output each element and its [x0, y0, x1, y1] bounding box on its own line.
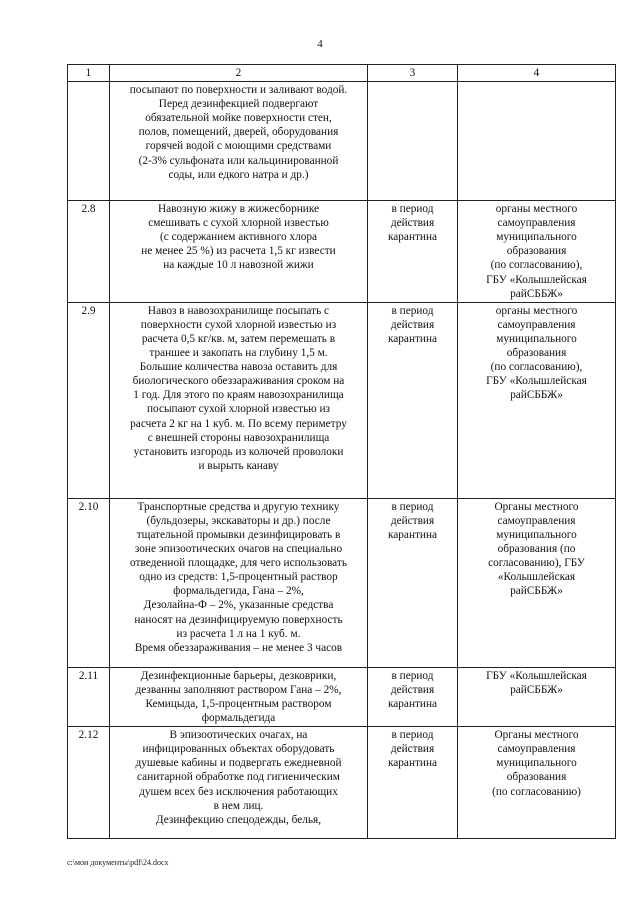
- period-cell-line: в период: [391, 203, 434, 216]
- responsible-cell: [458, 498, 616, 667]
- measure-description: [110, 667, 368, 726]
- measure-description-line: обязательной мойке поверхности стен,: [145, 112, 332, 125]
- period-cell-line: карантина: [387, 697, 438, 710]
- period-cell-line: карантина: [387, 528, 438, 541]
- responsible-cell-line: (по согласованию),: [490, 361, 583, 374]
- item-number: 2.8: [68, 201, 110, 303]
- responsible-cell-line: самоуправления: [497, 318, 576, 331]
- table-row: [68, 302, 616, 498]
- measure-description-line: соды, или едкого натра и др.): [168, 168, 309, 181]
- responsible-cell-line: (по согласованию),: [490, 259, 583, 272]
- measure-description-line: инфицированных объектах оборудовать: [142, 743, 335, 756]
- table-row: [68, 727, 616, 839]
- measure-description-line: биологического обеззараживания сроком на: [132, 375, 345, 388]
- measure-description-line: (с содержанием активного хлора: [159, 231, 318, 244]
- measure-description: [110, 498, 368, 667]
- measure-description-line: посыпают сухой хлорной известью из: [146, 403, 331, 416]
- measure-description-line: Дезинфекцию спецодежды, белья,: [155, 813, 322, 826]
- measure-description-line: полов, помещений, дверей, оборудования: [138, 126, 339, 139]
- measure-description-line: отведенной площадке, для чего использовать: [130, 557, 347, 570]
- period-cell: [368, 302, 458, 498]
- period-cell-line: действия: [390, 514, 435, 527]
- measure-description: [110, 302, 368, 498]
- measure-description-line: и вырыть канаву: [198, 459, 279, 472]
- measure-description-line: из расчета 1 л на 1 куб. м.: [176, 627, 301, 640]
- responsible-cell-line: (по согласованию): [492, 785, 581, 798]
- responsible-cell: [458, 201, 616, 303]
- responsible-cell-line: муниципального: [496, 757, 577, 770]
- responsible-cell-line: образования: [506, 245, 567, 258]
- measure-description-line: зоне эпизоотических очагов на специально: [134, 543, 343, 556]
- responsible-cell-line: органы местного: [495, 203, 578, 216]
- measure-description-line: Навозную жижу в жижесборнике: [157, 203, 320, 216]
- measure-description-line: Транспортные средства и другую технику: [137, 500, 340, 513]
- measure-description-line: дезванны заполняют раствором Гана – 2%,: [135, 683, 342, 696]
- measure-description: [110, 82, 368, 201]
- responsible-cell: [458, 302, 616, 498]
- measure-description-line: установить изгородь из колючей проволоки: [133, 445, 344, 458]
- measure-description-line: (бульдозеры, экскаваторы и др.) после: [146, 514, 331, 527]
- table-header-row: [68, 65, 616, 82]
- measure-description-line: Большие количества навоза оставить для: [139, 361, 338, 374]
- responsible-cell: [458, 667, 616, 726]
- period-cell-line: в период: [391, 729, 434, 742]
- period-cell-line: действия: [390, 743, 435, 756]
- responsible-cell-line: самоуправления: [497, 743, 576, 756]
- period-cell-line: в период: [391, 669, 434, 682]
- measure-description-line: одно из средств: 1,5-процентный раствор: [139, 571, 338, 584]
- table-row: [68, 201, 616, 303]
- period-cell-line: действия: [390, 683, 435, 696]
- measure-description-line: санитарной обработке под гигиеническим: [137, 771, 340, 784]
- responsible-cell-line: образования: [506, 347, 567, 360]
- responsible-cell-line: ГБУ «Колышлейская: [486, 273, 587, 286]
- responsible-cell-line: ГБУ «Колышлейская: [486, 669, 587, 682]
- period-cell: [368, 82, 458, 201]
- measure-description-line: траншее и закопать на глубину 1,5 м.: [149, 347, 328, 360]
- measure-description-line: расчета 0,5 кг/кв. м, затем перемешать в: [141, 332, 336, 345]
- measure-description-line: посыпают по поверхности и заливают водой.: [129, 84, 348, 97]
- measure-description-line: формальдегида: [201, 712, 276, 725]
- header-cell-3: 3: [368, 65, 458, 82]
- table-row: [68, 498, 616, 667]
- measure-description: [110, 201, 368, 303]
- responsible-cell-line: согласованию), ГБУ: [488, 557, 585, 570]
- measure-description-line: Дезинфекционные барьеры, дезковрики,: [140, 669, 337, 682]
- period-cell: [368, 727, 458, 839]
- measure-description-line: душевые кабины и подвергать ежедневной: [135, 757, 342, 770]
- table-row: [68, 82, 616, 201]
- table-row: [68, 667, 616, 726]
- measure-description-line: наносят на дезинфицируемую поверхность: [134, 613, 343, 626]
- responsible-cell-line: образования (по: [497, 543, 576, 556]
- measure-description-line: Перед дезинфекцией подвергают: [158, 98, 319, 111]
- measure-description-line: расчета 2 кг на 1 куб. м. По всему периметру: [130, 417, 347, 430]
- period-cell-line: карантина: [387, 757, 438, 770]
- item-number: 2.12: [68, 727, 110, 839]
- period-cell: [368, 498, 458, 667]
- responsible-cell-line: райСББЖ»: [510, 389, 563, 402]
- responsible-cell-line: муниципального: [496, 231, 577, 244]
- item-number: 2.11: [68, 667, 110, 726]
- responsible-cell-line: Органы местного: [494, 729, 579, 742]
- period-cell-line: действия: [390, 318, 435, 331]
- period-cell-line: действия: [390, 217, 435, 230]
- period-cell: [368, 201, 458, 303]
- header-cell-2: 2: [110, 65, 368, 82]
- period-cell-line: в период: [391, 500, 434, 513]
- measure-description-line: горячей водой с моющими средствами: [145, 140, 332, 153]
- header-cell-1: 1: [68, 65, 110, 82]
- measure-description-line: (2-3% сульфоната или кальцинированной: [138, 154, 339, 167]
- period-cell-line: карантина: [387, 332, 438, 345]
- responsible-cell-line: самоуправления: [497, 514, 576, 527]
- measure-description-line: смешивать с сухой хлорной известью: [148, 217, 329, 230]
- measure-description-line: В эпизоотических очагах, на: [169, 729, 308, 742]
- measure-description-line: на каждые 10 л навозной жижи: [163, 259, 314, 272]
- measure-description-line: Кемицыда, 1,5-процентным раствором: [145, 697, 332, 710]
- responsible-cell-line: муниципального: [496, 528, 577, 541]
- period-cell-line: карантина: [387, 231, 438, 244]
- measure-description-line: Время обеззараживания – не менее 3 часов: [134, 641, 343, 654]
- responsible-cell-line: ГБУ «Колышлейская: [486, 375, 587, 388]
- item-number: 2.10: [68, 498, 110, 667]
- responsible-cell-line: райСББЖ»: [510, 585, 563, 598]
- measure-description-line: с внешней стороны навозохранилища: [147, 431, 330, 444]
- header-cell-4: 4: [458, 65, 616, 82]
- period-cell-line: в период: [391, 304, 434, 317]
- responsible-cell-line: образования: [506, 771, 567, 784]
- measure-description-line: не менее 25 %) из расчета 1,5 кг извести: [141, 245, 336, 258]
- responsible-cell-line: райСББЖ»: [510, 683, 563, 696]
- responsible-cell-line: самоуправления: [497, 217, 576, 230]
- responsible-cell-line: муниципального: [496, 332, 577, 345]
- measure-description-line: Дезолайна-Ф – 2%, указанные средства: [143, 599, 334, 612]
- measures-table: [67, 64, 616, 839]
- item-number: [68, 82, 110, 201]
- responsible-cell-line: «Колышлейская: [497, 571, 576, 584]
- item-number: 2.9: [68, 302, 110, 498]
- measure-description-line: душем всех без исключения работающих: [139, 785, 338, 798]
- measure-description-line: поверхности сухой хлорной известью из: [140, 318, 337, 331]
- measure-description-line: 1 год. Для этого по краям навозохранилища: [133, 389, 344, 402]
- measure-description-line: формальдегида, Гана – 2%,: [173, 585, 304, 598]
- responsible-cell: [458, 727, 616, 839]
- measure-description-line: в нем лиц.: [213, 799, 264, 812]
- responsible-cell-line: Органы местного: [494, 500, 579, 513]
- measure-description-line: тщательной промывки дезинфицировать в: [136, 528, 341, 541]
- measure-description-line: Навоз в навозохранилище посыпать с: [147, 304, 330, 317]
- page-number: 4: [317, 38, 323, 50]
- file-path-footer: c:\мои документы\pdf\24.docx: [67, 858, 169, 867]
- responsible-cell-line: органы местного: [495, 304, 578, 317]
- responsible-cell-line: райСББЖ»: [510, 287, 563, 300]
- responsible-cell: [458, 82, 616, 201]
- period-cell: [368, 667, 458, 726]
- measure-description: [110, 727, 368, 839]
